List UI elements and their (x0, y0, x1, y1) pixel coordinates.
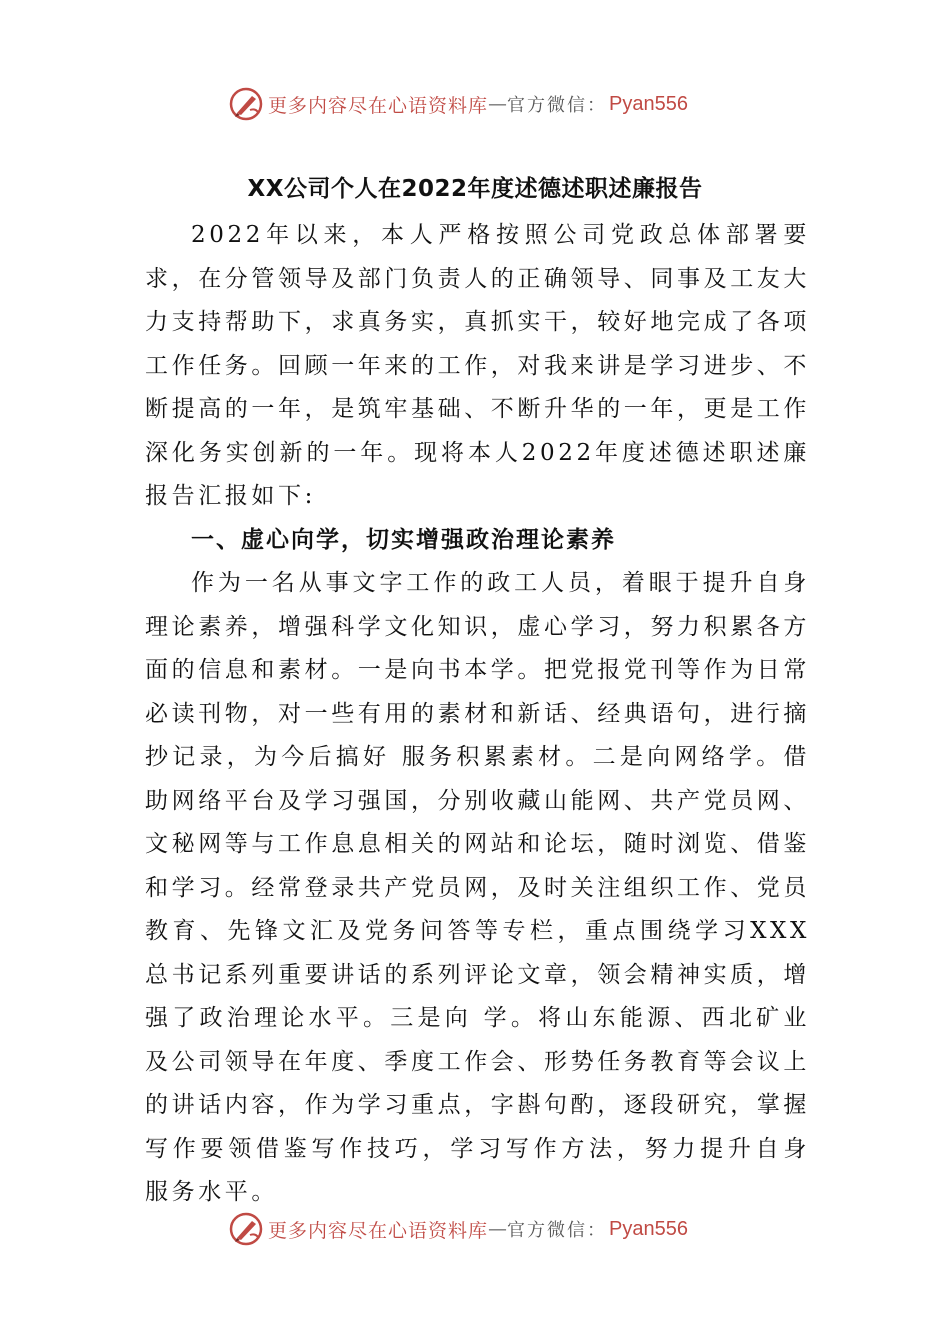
document-title: XX公司个人在2022年度述德述职述廉报告 (247, 176, 703, 202)
watermark-wechat-id: Pyan556 (609, 1217, 688, 1240)
watermark-separator: — (488, 1218, 508, 1240)
pen-logo-icon (228, 86, 264, 122)
document-body (145, 214, 810, 1215)
watermark-wechat-label: 官方微信： (507, 1220, 608, 1241)
watermark-banner-top (228, 84, 688, 124)
pen-logo-icon (228, 1211, 264, 1247)
watermark-wechat-label: 官方微信： (507, 95, 608, 116)
intro-paragraph: 2022年以来，本人严格按照公司党政总体部署要求，在分管领导及部门负责人的正确领导、同事及工友大力支持帮助下，求真务实，真抓实干，较好地完成了各项工作任务。回顾一年来的工作，对我来讲是学习进步、不断提高的一年，是筑牢基础、不断升华的一年，更是工作深化务实创新的一年。现将本人2022年度述德述职述廉报告汇报如下: (145, 222, 810, 509)
watermark-text: 更多内容尽在心语资料库 (268, 1219, 489, 1242)
watermark-banner-bottom (228, 1209, 688, 1249)
watermark-text: 更多内容尽在心语资料库 (268, 94, 489, 117)
watermark-separator: — (488, 93, 508, 115)
watermark-wechat-id: Pyan556 (609, 92, 688, 115)
section-heading: 一、虚心向学，切实增强政治理论素养 (191, 526, 616, 553)
section-paragraph: 作为一名从事文字工作的政工人员，着眼于提升自身理论素养，增强科学文化知识，虚心学习，努力积累各方面的信息和素材。一是向书本学。把党报党刊等作为日常必读刊物，对一些有用的素材和新话、经典语句，进行摘抄记录，为今后搞好 服务积累素材。二是向网络学。借助网络平台及学习强国，分别收藏山能网、共产党员网、文秘网等与工作息息相关的网站和论坛，随时浏览、借鉴和学习。经常登录共产党员网，及时关注组织工作、党员教育、先锋文汇及党务问答等专栏，重点围绕学习XXX总书记系列重要讲话的系列评论文章，领会精神实质，增强了政治理论水平。三是向 学。将山东能源、西北矿业及公司领导在年度、季度工作会、形势任务教育等会议上的讲话内容，作为学习重点，字斟句酌，逐段研究，掌握写作要领借鉴写作技巧，学习写作方法，努力提升自身 服务水平。 (145, 570, 810, 1205)
